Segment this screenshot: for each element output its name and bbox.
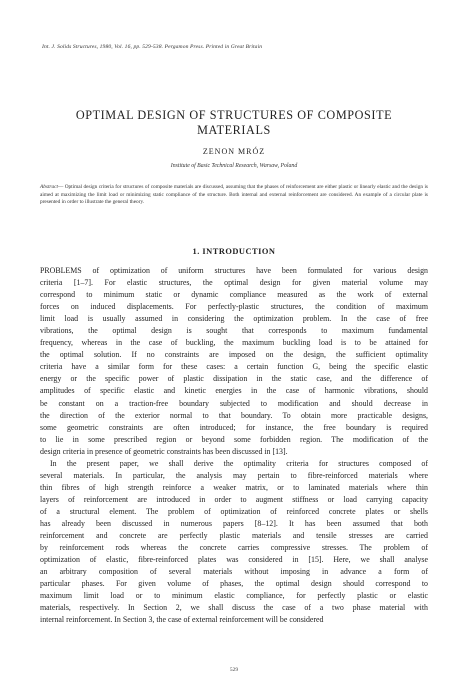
body-line: some geometric constraints are often introduced; for instance, the free boundary is required bbox=[40, 422, 428, 432]
body-line: an arbitrary composition of several materials without imposing in advance a form of bbox=[40, 567, 428, 577]
body-line: correspond to minimum static or dynamic compliance measured as the work of external bbox=[40, 290, 428, 300]
body-line: materials, respectively. In Section 2, we shall discuss the case of a two phase material with bbox=[40, 603, 428, 613]
author-name: ZENON MRÓZ bbox=[202, 147, 266, 156]
paper-title: OPTIMAL DESIGN OF STRUCTURES OF COMPOSITE MATERIALS bbox=[75, 108, 393, 137]
body-line: energy or the specific power of plastic dissipation in the static case, and the difference of bbox=[40, 374, 428, 384]
body-line: has already been discussed in numerous papers [8–12]. It has been assumed that both bbox=[40, 518, 428, 528]
body-line: In the present paper, we shall derive the optimality criteria for structures composed of bbox=[50, 458, 428, 468]
affiliation: Institute of Basic Technical Research, Warsaw, Poland bbox=[170, 163, 298, 169]
body-line: by reinforcement rods whereas the concrete carries compressive stresses. The problem of bbox=[40, 543, 428, 553]
abstract-text: — Optimal design criteria for structures of composite materials are discussed, assuming that the phases of reinforcement are either plastic or linearly elastic and the design is aimed at maximizing the limit load or minimizing static compliance of the structure. Both internal and external reinforcement are considered. An example of a circular plate is presented in order to illustrate the general theory. bbox=[40, 184, 428, 206]
body-line: frequency, whereas in the case of buckling, the maximum buckling load is to be attained for bbox=[40, 338, 428, 348]
abstract bbox=[40, 184, 428, 207]
body-line: PROBLEMS of optimization of uniform structures have been formulated for various design bbox=[40, 266, 428, 275]
body-line: layers of reinforcement are introduced in order to augment stiffness or load carrying capacity bbox=[40, 494, 428, 504]
body-line: to lie in some prescribed region or beyond some forbidden region. The modification of the bbox=[40, 434, 428, 444]
body-line: criteria have a similar form for these cases: a certain function G, being the specific elastic bbox=[40, 362, 428, 372]
body-line: reinforcement and concrete are perfectly plastic materials and tensile stresses are carried bbox=[40, 531, 428, 541]
section-heading: 1. INTRODUCTION bbox=[192, 247, 276, 256]
abstract-label: Abstract bbox=[40, 184, 58, 190]
body-line: particular phases. For given volume of phases, the optimal design should correspond to bbox=[40, 579, 428, 589]
journal-header: Int. J. Solids Structures, 1980, Vol. 16, pp. 529-538. Pergamon Press. Printed in Great Britain bbox=[42, 44, 263, 50]
body-line: vibrations, the optimal design is sought that corresponds to maximum fundamental bbox=[40, 326, 428, 336]
body-line: design criteria in presence of geometric constraints has been discussed in [13]. bbox=[40, 446, 288, 456]
page-number: 529 bbox=[229, 667, 239, 673]
body-line: amplitudes of specific elastic and kinetic energies in the case of harmonic vibrations, should bbox=[40, 386, 428, 396]
body-line: internal reinforcement. In Section 3, the case of external reinforcement will be considered bbox=[40, 615, 324, 625]
body-line: criteria [1–7]. For elastic structures, the optimal design for given material volume may bbox=[40, 278, 428, 288]
body-line: be constant on a traction-free boundary subjected to modification and should decrease in bbox=[40, 398, 428, 408]
body-line: limit load is usually assumed in considering the optimization problem. In the case of free bbox=[40, 314, 428, 324]
body-line: optimization of elastic, fibre-reinforced plates was considered in [15]. Here, we shall analyse bbox=[40, 555, 428, 565]
body-line: several materials. In particular, the analysis may pertain to fibre-reinforced materials where bbox=[40, 470, 428, 480]
body-line: the optimal solution. If no constraints are imposed on the design, the sufficient optimality bbox=[40, 350, 428, 360]
body-text bbox=[40, 265, 428, 626]
body-line: maximum limit load or to minimum elastic compliance, for perfectly plastic or elastic bbox=[40, 591, 428, 601]
body-line: of a structural element. The problem of optimization of reinforced concrete plates or shells bbox=[40, 506, 428, 516]
body-line: forces on induced displacements. For perfectly-plastic structures, the condition of maximum bbox=[40, 302, 428, 312]
body-line: thin fibres of high strength reinforce a weaker matrix, or to laminated materials where thin bbox=[40, 482, 428, 492]
body-line: the direction of the exterior normal to that boundary. To obtain more practicable designs, bbox=[40, 410, 428, 420]
